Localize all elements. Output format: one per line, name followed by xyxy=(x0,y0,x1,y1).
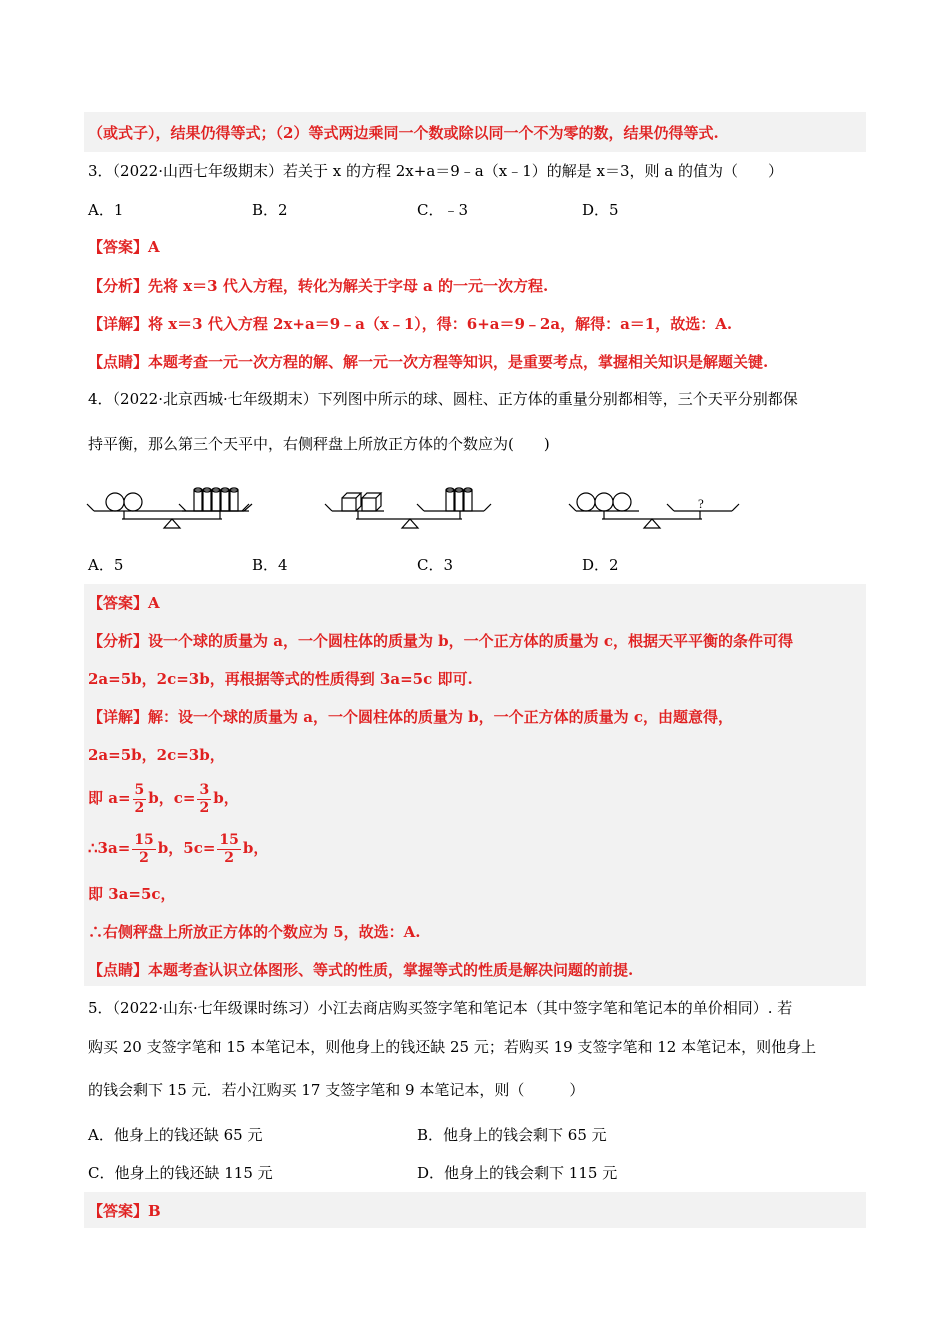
q3-option-c: C．﹣3 xyxy=(417,201,469,219)
fraction: $\frac{15}{2}$ xyxy=(219,831,239,866)
cylinder-icon xyxy=(221,488,229,511)
q5-stem-line1: 5．（2022·山东·七年级课时练习）小江去商店购买签字笔和笔记本（其中签字笔和笔记本的单价相同）. 若 xyxy=(88,999,793,1017)
fraction: $\frac{15}{2}$ xyxy=(134,831,154,866)
q4-comment: 【点睛】本题考查认识立体图形、等式的性质，掌握等式的性质是解决问题的前提. xyxy=(88,961,634,979)
q4-option-c: C．3 xyxy=(417,556,454,574)
q4-option-a: A．5 xyxy=(88,556,124,574)
q5-option-a: A．他身上的钱还缺 65 元 xyxy=(88,1126,263,1144)
q3-option-b: B．2 xyxy=(252,201,288,219)
q4-answer: 【答案】A xyxy=(88,594,160,612)
question-mark: ? xyxy=(698,496,704,511)
q4-option-d: D．2 xyxy=(582,556,619,574)
fraction: $\frac{3}{2}$ xyxy=(199,781,210,816)
q3-option-d: D．5 xyxy=(582,201,619,219)
cylinder-icon xyxy=(194,488,202,511)
q5-stem-line3: 的钱会剩下 15 元．若小江购买 17 支签字笔和 9 本笔记本，则（ ） xyxy=(88,1081,585,1099)
q4-detail-line4 xyxy=(88,826,268,870)
q4-stem-line1: 4．（2022·北京西城·七年级期末）下列图中所示的球、圆柱、正方体的重量分别都相等，三个天平分别都保 xyxy=(88,390,798,408)
q3-option-a: A．1 xyxy=(88,201,124,219)
cube-icon xyxy=(342,493,361,511)
balance-2 xyxy=(325,488,491,528)
q4-analysis-line1: 【分析】设一个球的质量为 a，一个圆柱体的质量为 b，一个正方体的质量为 c，根据天平平衡的条件可得 xyxy=(88,632,794,650)
q5-option-b: B．他身上的钱会剩下 65 元 xyxy=(417,1126,607,1144)
cylinder-icon xyxy=(455,488,463,511)
expr-suffix: b， xyxy=(213,789,239,807)
q5-stem-line2: 购买 20 支签字笔和 15 本笔记本，则他身上的钱还缺 25 元；若购买 19 支签字笔和 12 本笔记本，则他身上 xyxy=(88,1038,817,1056)
cylinder-icon xyxy=(203,488,211,511)
q4-detail-line6: ∴右侧秤盘上所放正方体的个数应为 5，故选：A. xyxy=(88,923,421,941)
sphere-icon xyxy=(595,493,613,511)
q3-detail: 【详解】将 x＝3 代入方程 2x+a＝9﹣a（x﹣1），得：6+a＝9﹣2a，解得：a＝1，故选：A. xyxy=(88,315,733,333)
sphere-icon xyxy=(124,493,142,511)
q5-answer: 【答案】B xyxy=(88,1202,161,1220)
expr-prefix: ∴3a= xyxy=(88,839,131,857)
q3-stem: 3．（2022·山西七年级期末）若关于 x 的方程 2x+a＝9﹣a（x﹣1）的解是 x＝3，则 a 的值为（ ） xyxy=(88,162,784,180)
q5-option-d: D．他身上的钱会剩下 115 元 xyxy=(417,1164,618,1182)
expr-mid: b，5c= xyxy=(157,839,216,857)
q4-detail-line2: 2a=5b，2c=3b， xyxy=(88,746,225,764)
balance-figure xyxy=(84,478,764,538)
q5-option-c: C．他身上的钱还缺 115 元 xyxy=(88,1164,273,1182)
cube-icon xyxy=(362,493,381,511)
cylinder-icon xyxy=(446,488,454,511)
cylinder-icon xyxy=(212,488,220,511)
q3-answer: 【答案】A xyxy=(88,238,160,256)
q4-detail-line5: 即 3a=5c， xyxy=(88,885,176,903)
expr-prefix: 即 a= xyxy=(88,789,131,807)
q4-analysis-line2: 2a=5b，2c=3b，再根据等式的性质得到 3a=5c 即可. xyxy=(88,670,473,688)
q4-detail-line1: 【详解】解：设一个球的质量为 a，一个圆柱体的质量为 b，一个正方体的质量为 c，由题意得， xyxy=(88,708,734,726)
q4-option-b: B．4 xyxy=(252,556,288,574)
sphere-icon xyxy=(106,493,124,511)
q3-comment: 【点睛】本题考查一元一次方程的解、解一元一次方程等知识，是重要考点，掌握相关知识是解题关键. xyxy=(88,353,769,371)
cylinder-icon xyxy=(230,488,238,511)
sphere-icon xyxy=(577,493,595,511)
q4-detail-line3 xyxy=(88,776,239,820)
expr-mid: b，c= xyxy=(148,789,196,807)
prev-solution-tail: （或式子），结果仍得等式；（2）等式两边乘同一个数或除以同一个不为零的数，结果仍得等式. xyxy=(88,124,719,142)
q3-analysis: 【分析】先将 x＝3 代入方程，转化为解关于字母 a 的一元一次方程. xyxy=(88,277,549,295)
q5-solution-block xyxy=(84,1192,866,1228)
expr-suffix: b， xyxy=(242,839,269,857)
q4-stem-line2: 持平衡，那么第三个天平中，右侧秤盘上所放正方体的个数应为( ) xyxy=(88,435,550,453)
balance-1 xyxy=(87,488,252,528)
fraction: $\frac{5}{2}$ xyxy=(134,781,145,816)
balance-3 xyxy=(569,493,739,528)
cylinder-icon xyxy=(464,488,472,511)
sphere-icon xyxy=(613,493,631,511)
